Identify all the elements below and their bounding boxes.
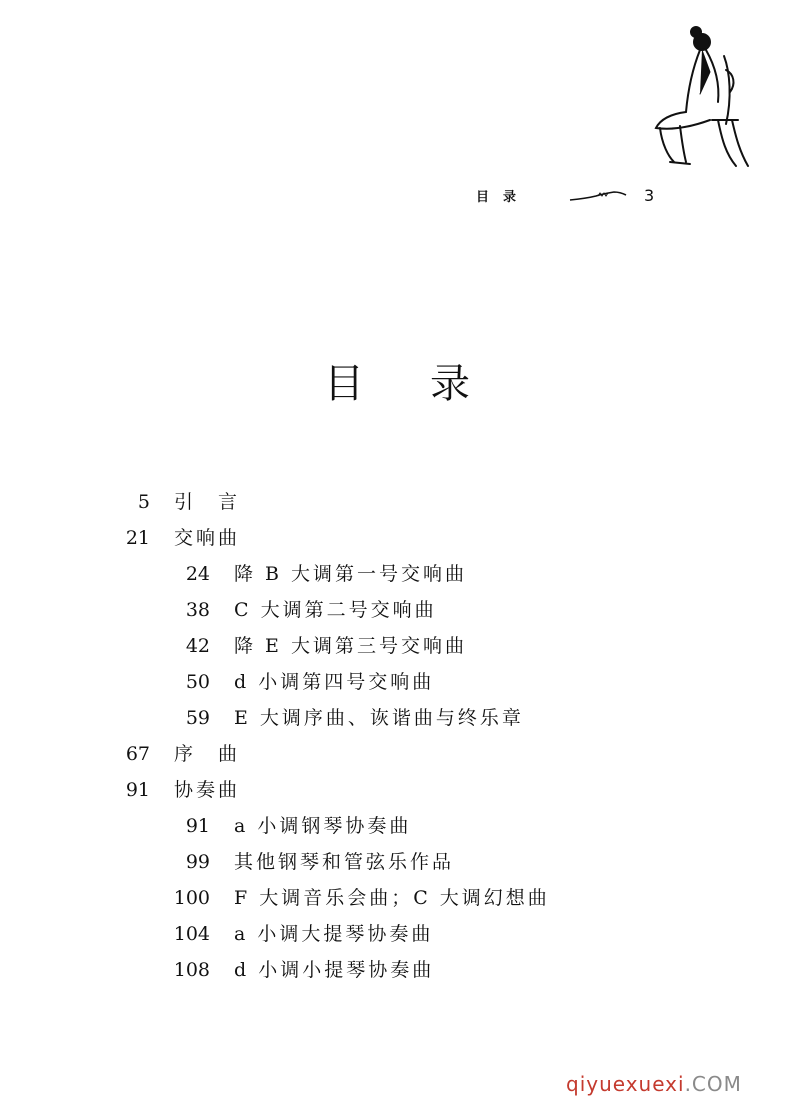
toc-entry-title: C 大调第二号交响曲	[234, 599, 437, 621]
site-watermark	[566, 1072, 742, 1096]
toc-page-number: 91	[125, 779, 150, 801]
toc-page-number: 91	[185, 815, 210, 837]
toc-entry[interactable]	[0, 700, 794, 736]
toc-page-number: 38	[185, 599, 210, 621]
watermark-brand: qiyuexuexi	[566, 1072, 685, 1096]
toc-entry[interactable]	[0, 556, 794, 592]
toc-page-number: 50	[185, 671, 210, 693]
toc-entry-title: 降 B 大调第一号交响曲	[234, 563, 468, 585]
toc-entry[interactable]	[0, 844, 794, 880]
toc-entry-title: 序 曲	[174, 743, 241, 765]
toc-page-number: 104	[173, 923, 210, 945]
running-head	[476, 186, 676, 208]
toc-entry-title: d 小调小提琴协奏曲	[234, 959, 435, 981]
toc-page-number: 5	[137, 491, 150, 513]
toc-page-number: 100	[173, 887, 210, 909]
toc-entry[interactable]	[0, 664, 794, 700]
toc-entry[interactable]	[0, 916, 794, 952]
running-head-title: 目录	[476, 190, 531, 205]
toc-entry-title: a 小调大提琴协奏曲	[234, 923, 434, 945]
toc-entry-title: 引 言	[174, 491, 241, 513]
toc-entry-title: 交响曲	[174, 527, 241, 549]
toc-entry-title: d 小调第四号交响曲	[234, 671, 435, 693]
toc-entry-title: 协奏曲	[174, 779, 241, 801]
page-number: 3	[644, 186, 655, 205]
toc-entry[interactable]	[0, 628, 794, 664]
toc-entry-title: E 大调序曲、诙谐曲与终乐章	[234, 707, 524, 729]
toc-page-number: 67	[125, 743, 150, 765]
toc-page-number: 42	[185, 635, 210, 657]
toc-entry-title: 降 E 大调第三号交响曲	[234, 635, 467, 657]
toc-entry[interactable]	[0, 880, 794, 916]
toc-page-number: 108	[173, 959, 210, 981]
toc-entry-title: F 大调音乐会曲；C 大调幻想曲	[234, 887, 550, 909]
watermark-suffix: .COM	[684, 1072, 742, 1096]
toc-page-number: 59	[185, 707, 210, 729]
toc-entry[interactable]	[0, 484, 794, 520]
toc-entry-title: 其他钢琴和管弦乐作品	[234, 851, 455, 873]
toc-page-number: 99	[185, 851, 210, 873]
toc-entry-title: a 小调钢琴协奏曲	[234, 815, 412, 837]
toc-entry[interactable]	[0, 952, 794, 988]
toc-entry[interactable]	[0, 736, 794, 772]
toc-entry[interactable]	[0, 772, 794, 808]
page-title: 目录	[324, 361, 536, 407]
toc-entry[interactable]	[0, 520, 794, 556]
toc-entry[interactable]	[0, 808, 794, 844]
toc-entry[interactable]	[0, 592, 794, 628]
toc-page-number: 24	[185, 563, 210, 585]
decorative-squiggle-icon	[568, 190, 628, 202]
toc-page-number: 21	[125, 527, 150, 549]
seated-woman-illustration	[640, 20, 750, 170]
